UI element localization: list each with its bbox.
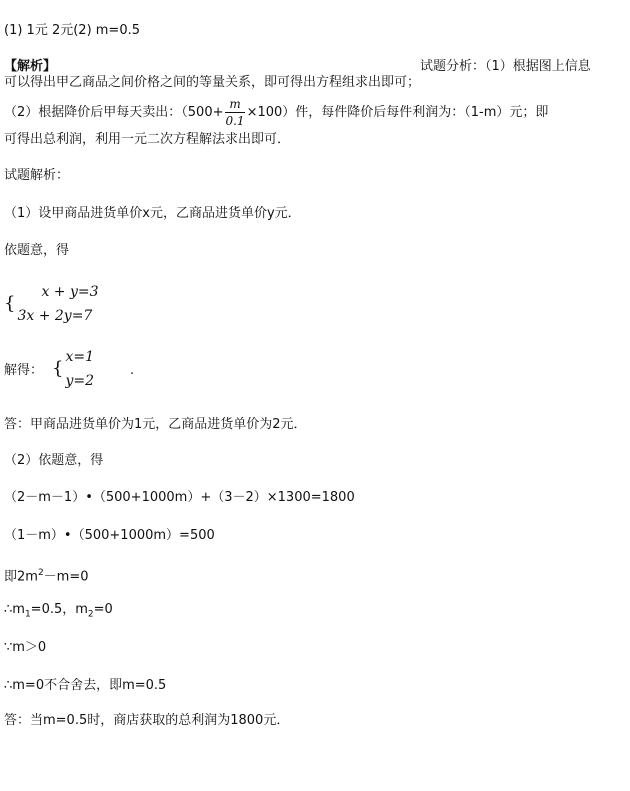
equation-system-2-rows xyxy=(65,345,94,393)
subscript: 1 xyxy=(24,609,31,620)
equation-row: y=2 xyxy=(65,373,94,389)
analysis-intro: 试题分析：（1）根据图上信息 xyxy=(420,59,591,74)
solve-period: . xyxy=(130,363,135,378)
solve-label: 解得： xyxy=(4,363,44,378)
answer-1: 答：甲商品进货单价为1元，乙商品进货单价为2元． xyxy=(4,417,307,432)
analysis-line-3 xyxy=(4,96,548,130)
equation-6: ∴m=0不合舍去，即m=0.5 xyxy=(4,678,167,693)
solution-header: 试题解析： xyxy=(4,168,70,183)
equation-2: （1－m）•（500+1000m）=500 xyxy=(4,528,215,543)
fraction-m-over-0-1 xyxy=(225,97,244,128)
equation-3 xyxy=(4,564,89,586)
analysis-line-3-post: ×100）件，每件降价后每件利润为：（1-m）元；即 xyxy=(246,105,549,120)
equation-row: x=1 xyxy=(65,349,94,365)
fraction-bar xyxy=(225,112,244,113)
analysis-line-3-pre: （2）根据降价后甲每天卖出：（500+ xyxy=(4,105,224,120)
analysis-line-2: 可以得出甲乙商品之间价格之间的等量关系，即可得出方程组求出即可； xyxy=(4,75,421,90)
fraction-denominator: 0.1 xyxy=(225,114,245,128)
step-1: （1）设甲商品进货单价x元，乙商品进货单价y元． xyxy=(4,206,301,221)
exponent: 2 xyxy=(37,568,44,578)
part-2: （2）依题意，得 xyxy=(4,453,104,468)
equation-4-mid: =0.5，m xyxy=(30,602,88,617)
equation-row: 3x + 2y=7 xyxy=(17,308,93,324)
analysis-header: 【解析】 xyxy=(4,59,57,74)
equation-4-pre: ∴m xyxy=(4,602,25,617)
equation-system-2 xyxy=(52,345,94,393)
subscript: 2 xyxy=(87,609,94,620)
equation-1: （2－m－1）•（500+1000m）+（3－2）×1300=1800 xyxy=(4,490,355,505)
left-brace: { xyxy=(52,358,64,379)
equation-system-1-rows xyxy=(17,280,98,328)
equation-4-post: =0 xyxy=(93,602,113,617)
equation-4 xyxy=(4,601,113,624)
left-brace: { xyxy=(4,293,16,314)
answer-2: 答：当m=0.5时，商店获取的总利润为1800元． xyxy=(4,713,290,728)
step-2: 依题意，得 xyxy=(4,243,70,258)
answer-line: (1) 1元 2元(2) m=0.5 xyxy=(4,23,140,38)
analysis-line-4: 可得出总利润，利用一元二次方程解法求出即可． xyxy=(4,132,291,147)
fraction-numerator: m xyxy=(229,97,241,111)
equation-row: x + y=3 xyxy=(41,284,99,300)
equation-3-post: －m=0 xyxy=(43,569,89,585)
equation-system-1 xyxy=(4,280,99,328)
equation-3-pre: 即2m xyxy=(4,569,38,585)
equation-5: ∵m＞0 xyxy=(4,640,47,655)
